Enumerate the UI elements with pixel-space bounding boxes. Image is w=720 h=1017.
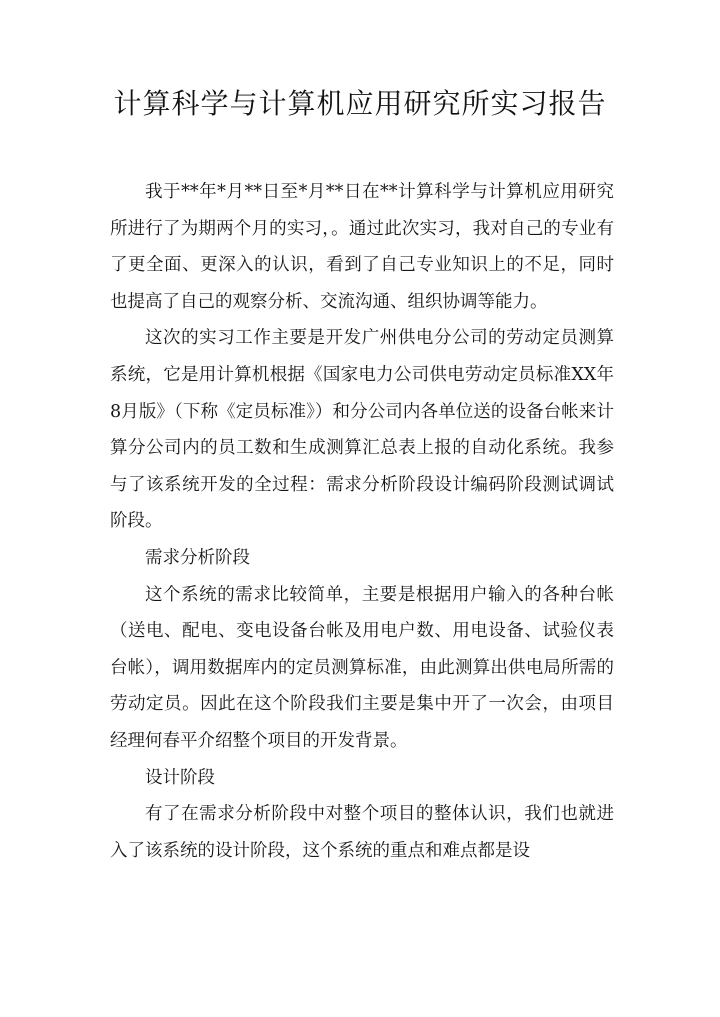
section-heading-design: 设计阶段	[145, 767, 215, 788]
paragraph-design: 有了在需求分析阶段中对整个项目的整体认识，我们也就进入了该系统的设计阶段，这个系统的重点和难点都是设	[110, 804, 614, 861]
document-body	[110, 174, 614, 869]
paragraph-intro: 我于**年*月**日至*月**日在**计算科学与计算机应用研究所进行了为期两个月的实习，。通过此次实习，我对自己的专业有了更全面、更深入的认识，看到了自己专业知识上的不足，同时也提高了自己的观察分析、交流沟通、组织协调等能力。	[110, 182, 614, 312]
paragraph-work-overview: 这次的实习工作主要是开发广州供电分公司的劳动定员测算系统，它是用计算机根据《国家电力公司供电劳动定员标准XX年8月版》（下称《定员标准》）和分公司内各单位送的设备台帐来计算分公司内的员工数和生成测算汇总表上报的自动化系统。我参与了该系统开发的全过程：需求分析阶段设计编码阶段测试调试阶段。	[110, 328, 614, 532]
section-heading-requirements: 需求分析阶段	[145, 547, 250, 568]
paragraph-requirements: 这个系统的需求比较简单，主要是根据用户输入的各种台帐（送电、配电、变电设备台帐及用电户数、用电设备、试验仪表台帐），调用数据库内的定员测算标准，由此测算出供电局所需的劳动定员。因此在这个阶段我们主要是集中开了一次会，由项目经理何春平介绍整个项目的开发背景。	[110, 584, 614, 751]
document-title: 计算科学与计算机应用研究所实习报告	[113, 87, 607, 120]
